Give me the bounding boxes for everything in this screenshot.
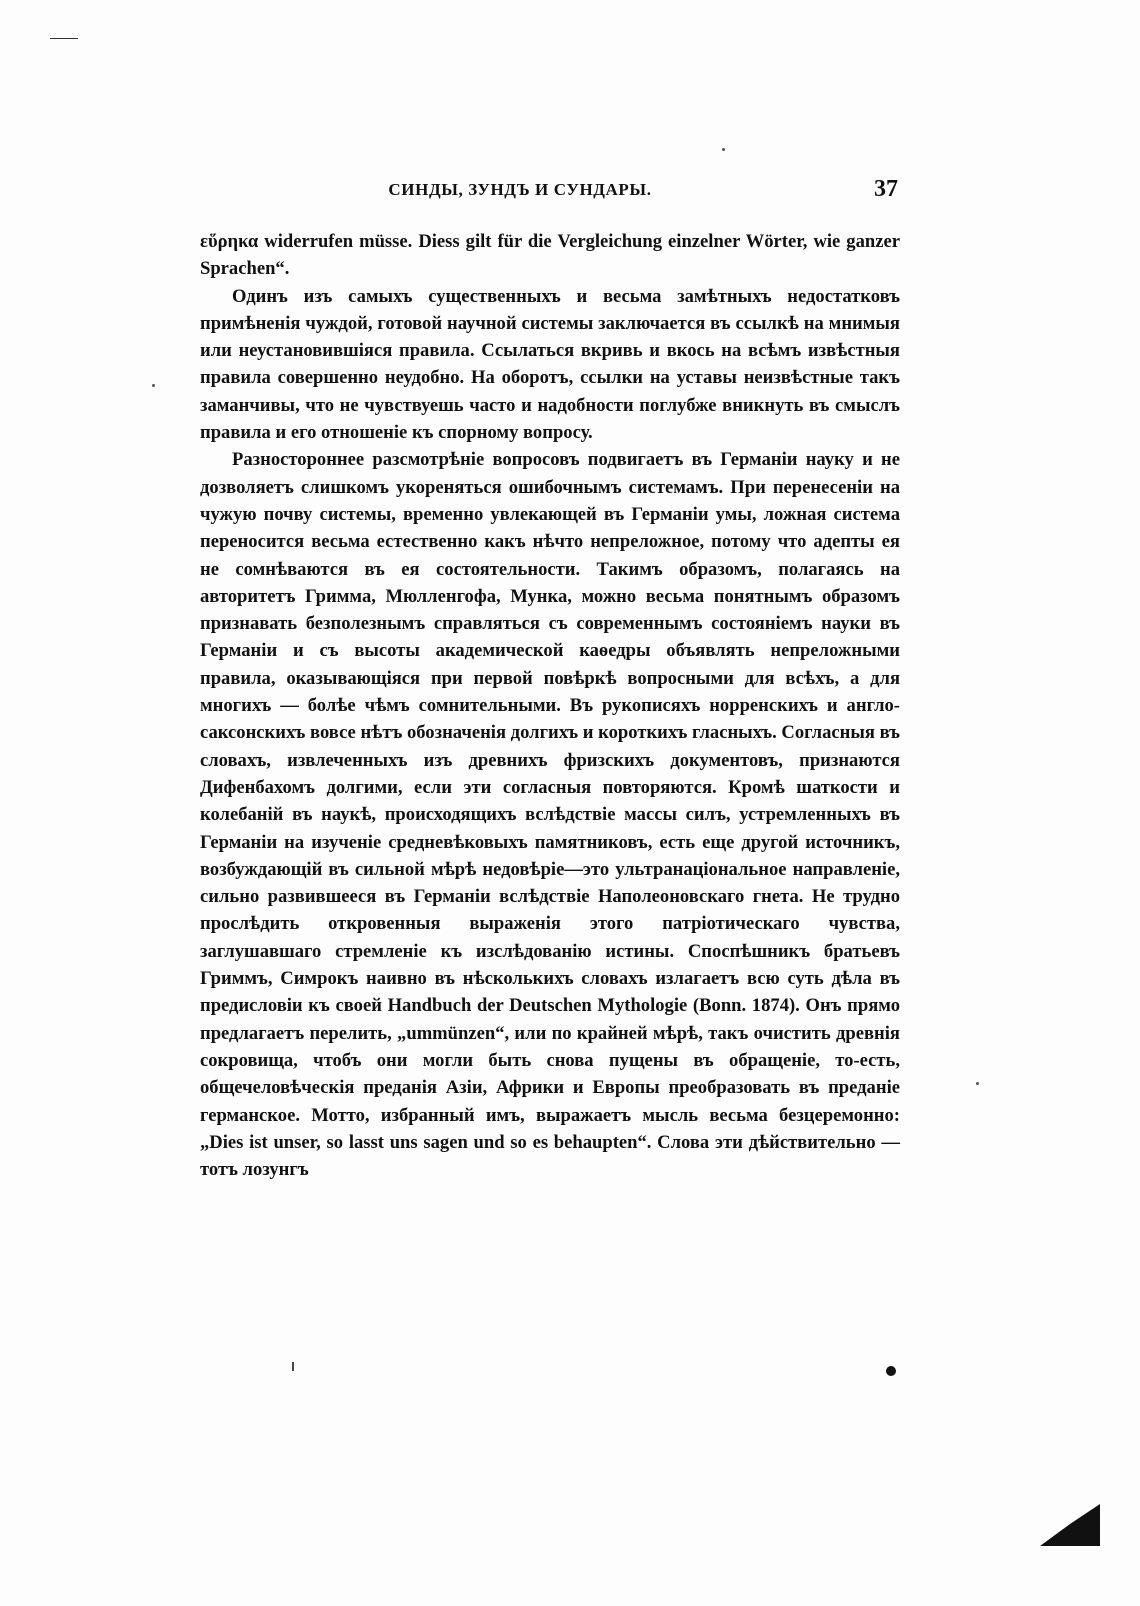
scan-speck [722,148,725,151]
page-header [200,176,900,206]
paragraph-continuation: εὕρηκα widerrufen müsse. Diess gilt für die Vergleichung einzelner Wörter, wie ganzer Sprachen“. [200,231,900,280]
running-title: СИНДЫ, ЗУНДЪ И СУНДАРЫ. [388,180,652,199]
paragraph: Одинъ изъ самыхъ существенныхъ и весьма замѣтныхъ недостатковъ примѣненія чуждой, готовой научной системы заключается въ ссылкѣ на мнимыя или неустановившіяся правила. Ссылаться вкривь и вкось на всѣмъ извѣстныя правила совершенно неудобно. На оборотъ, ссылки на уставы неизвѣстные такъ заманчивы, что не чувствуешь часто и надобности поглубже вникнуть въ смыслъ правила и его отношеніе къ спорному вопросу. [200,285,900,444]
page-corner-shadow [1040,1504,1100,1546]
body-text [200,228,900,1183]
paragraph: Разностороннее разсмотрѣніе вопросовъ подвигаетъ въ Германіи науку и не дозволяетъ слишкомъ укореняться ошибочнымъ системамъ. При перенесеніи на чужую почву системы, временно увлекающей въ Германіи умы, ложная система переносится весьма естественно какъ нѣчто непреложное, потому что адепты ея не сомнѣваются въ ея состоятельности. Такимъ образомъ, полагаясь на авторитетъ Гримма, Мюлленгофа, Мунка, можно весьма понятнымъ образомъ признавать безполезнымъ справляться съ современнымъ состояніемъ науки въ Германіи и съ высоты академической каѳедры объявлять непреложными правила, оказывающіяся при первой повѣркѣ вопросными для всѣхъ, а для многихъ — болѣе чѣмъ сомнительными. Въ рукописяхъ норренскихъ и англо-саксонскихъ вовсе нѣтъ обозначенія долгихъ и короткихъ гласныхъ. Согласныя въ словахъ, извлеченныхъ изъ древнихъ фризскихъ документовъ, признаются Дифенбахомъ долгими, если эти согласныя повторяются. Кромѣ шаткости и колебаній въ наукѣ, происходящихъ вслѣдствіе массы силъ, устремленныхъ въ Германіи на изученіе средневѣковыхъ памятниковъ, есть еще другой источникъ, возбуждающій въ сильной мѣрѣ недовѣріе—это ультранаціональное направленіе, сильно развившееся въ Германіи вслѣдствіе Наполеоновскаго гнета. Не трудно прослѣдить откровенныя выраженія этого патріотическаго чувства, заглушавшаго стремленіе къ изслѣдованію истины. Споспѣшникъ братьевъ Гриммъ, Симрокъ наивно въ нѣсколькихъ словахъ излагаетъ всю суть дѣла въ предисловіи къ своей Handbuch der Deutschen Mythologie (Bonn. 1874). Онъ прямо предлагаетъ перелить, „ummünzen“, или по крайней мѣрѣ, такъ очистить древнія сокровища, чтобъ они могли быть снова пущены въ обращеніе, то-есть, общечеловѣческія преданія Азіи, Африки и Европы преобразовать въ преданіе германское. Мотто, избранный имъ, выражаетъ мысль весьма безцеремонно: „Dies ist unser, so lasst uns sagen und so es behaupten“. Слова эти дѣйствительно — тотъ лозунгъ [200,449,900,1181]
page-number: 37 [874,176,898,202]
scan-speck [152,384,155,387]
scan-dot [886,1366,896,1376]
scan-speck [292,1362,294,1371]
scan-margin-mark [50,38,78,39]
scan-speck [976,1082,979,1085]
